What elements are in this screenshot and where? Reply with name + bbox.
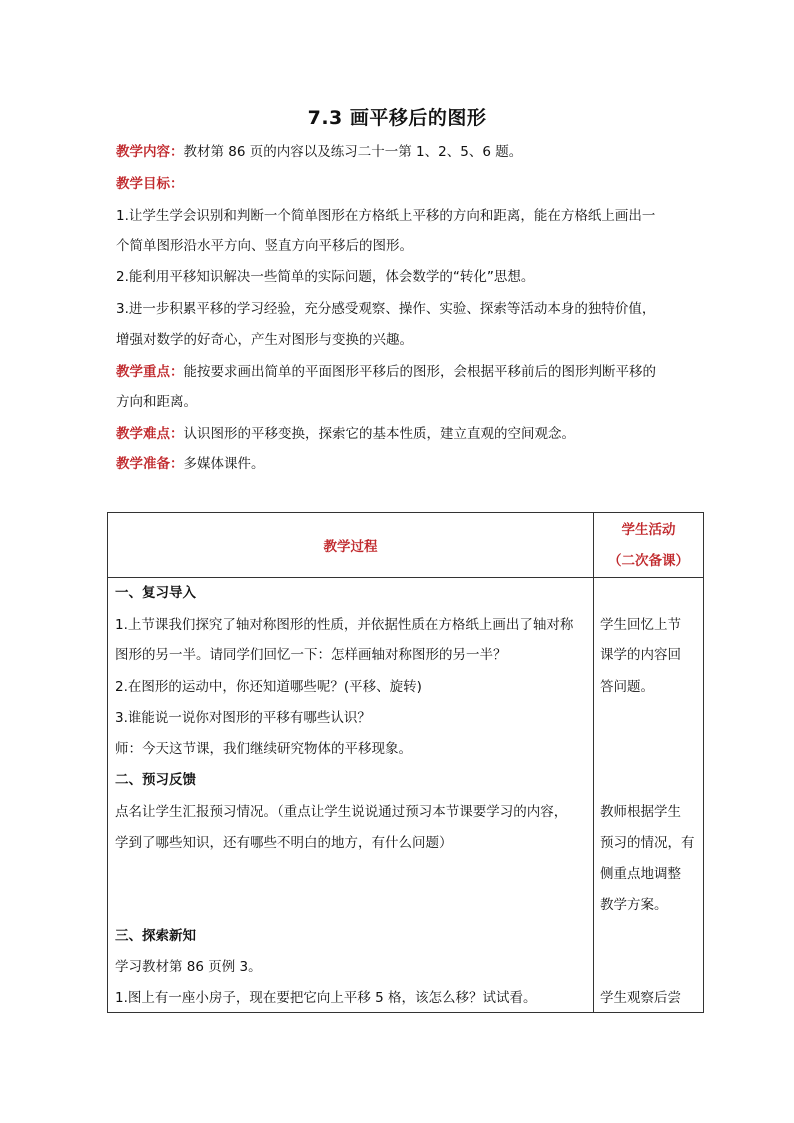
goals-line — [116, 174, 696, 194]
section-heading: 三、探索新知 — [115, 928, 196, 944]
prep-text: 多媒体课件。 — [183, 456, 265, 472]
goal-text: 个简单图形沿水平方向、竖直方向平移后的图形。 — [116, 238, 413, 254]
header-student-subtitle: （二次备课） — [608, 553, 689, 569]
key-text: 能按要求画出简单的平面图形平移后的图形，会根据平移前后的图形判断平移的 — [183, 364, 656, 380]
student-activity-line: 学生观察后尝 — [600, 990, 681, 1006]
key-line — [116, 362, 696, 382]
process-line: 2.在图形的运动中，你还知道哪些呢？(平移、旋转) — [115, 679, 422, 695]
student-activity-line: 答问题。 — [600, 679, 654, 695]
student-activity-line: 课学的内容回 — [600, 647, 681, 663]
lesson-table — [107, 512, 704, 1013]
difficulty-line — [116, 424, 696, 444]
header-student — [594, 513, 704, 578]
difficulty-label: 教学难点： — [116, 426, 184, 442]
difficulty-text: 认识图形的平移变换，探索它的基本性质，建立直观的空间观念。 — [183, 426, 575, 442]
process-line: 图形的另一半。请同学们回忆一下：怎样画轴对称图形的另一半？ — [115, 647, 507, 663]
goal-text: 3.进一步积累平移的学习经验，充分感受观察、操作、实验、探索等活动本身的独特价值， — [116, 301, 656, 317]
student-activity-line: 侧重点地调整 — [600, 866, 681, 882]
content-label: 教学内容： — [116, 144, 184, 160]
prep-line — [116, 454, 696, 474]
section-heading: 一、复习导入 — [115, 585, 196, 601]
student-activity-line: 学生回忆上节 — [600, 617, 681, 633]
student-activity-line: 教学方案。 — [600, 897, 668, 913]
table-header-row — [108, 513, 704, 578]
content-text: 教材第 86 页的内容以及练习二十一第 1、2、5、6 题。 — [183, 144, 523, 160]
process-line: 学到了哪些知识，还有哪些不明白的地方，有什么问题） — [115, 835, 453, 851]
key-label: 教学重点： — [116, 364, 184, 380]
process-cell — [108, 578, 594, 1013]
table-row — [108, 578, 704, 1013]
student-activity-line: 教师根据学生 — [600, 804, 681, 820]
goal-text: 1.让学生学会识别和判断一个简单图形在方格纸上平移的方向和距离，能在方格纸上画出一 — [116, 208, 656, 224]
goals-label: 教学目标： — [116, 176, 184, 192]
content-line — [116, 142, 696, 162]
page-title: 7.3 画平移后的图形 — [307, 107, 487, 129]
process-line: 1.图上有一座小房子，现在要把它向上平移 5 格，该怎么移？试试看。 — [115, 990, 537, 1006]
goal-text: 增强对数学的好奇心，产生对图形与变换的兴趣。 — [116, 332, 413, 348]
header-student-title: 学生活动 — [621, 522, 676, 538]
student-activity-cell — [594, 578, 704, 1013]
process-line: 学习教材第 86 页例 3。 — [115, 959, 262, 975]
process-line: 师：今天这节课，我们继续研究物体的平移现象。 — [115, 741, 412, 757]
goal-text: 2.能利用平移知识解决一些简单的实际问题，体会数学的“转化”思想。 — [116, 269, 535, 285]
key-text-cont: 方向和距离。 — [116, 394, 197, 410]
section-heading: 二、预习反馈 — [115, 772, 196, 788]
process-line: 3.谁能说一说你对图形的平移有哪些认识？ — [115, 710, 371, 726]
header-process: 教学过程 — [108, 513, 594, 578]
prep-label: 教学准备： — [116, 456, 184, 472]
student-activity-line: 预习的情况，有 — [600, 835, 695, 851]
process-line: 1.上节课我们探究了轴对称图形的性质，并依据性质在方格纸上画出了轴对称 — [115, 617, 574, 633]
process-line: 点名让学生汇报预习情况。（重点让学生说说通过预习本节课要学习的内容， — [115, 804, 568, 820]
